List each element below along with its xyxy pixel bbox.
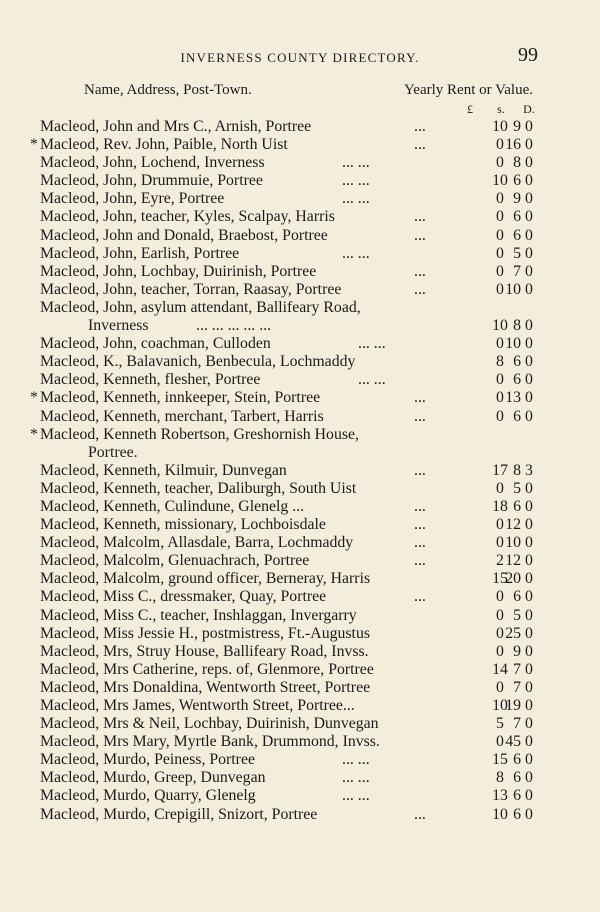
- entry-name: Macleod, John, Earlish, Portree: [40, 244, 240, 262]
- directory-entry: [0, 208, 600, 226]
- running-header: [0, 44, 600, 70]
- entry-shillings: 10: [492, 118, 508, 135]
- entry-pence: 0: [525, 226, 533, 244]
- directory-entry: [0, 552, 600, 570]
- entry-shillings: 10: [492, 805, 508, 823]
- directory-entry: [0, 263, 600, 281]
- entry-star-marker: *: [30, 389, 38, 407]
- directory-entry: [0, 245, 600, 263]
- page-title: INVERNESS COUNTY DIRECTORY.: [180, 50, 420, 65]
- entry-pounds: 25: [505, 624, 521, 642]
- entry-pounds: 12: [505, 552, 521, 570]
- entry-shillings: 0: [496, 389, 504, 407]
- entry-pounds: 9: [513, 190, 521, 208]
- entry-name: Macleod, John and Mrs C., Arnish, Portree: [40, 118, 312, 135]
- entry-shillings: 14: [492, 660, 508, 678]
- entry-dot-leader: ... ...: [342, 787, 370, 805]
- entry-name: Macleod, Miss C., dressmaker, Quay, Portree: [40, 588, 327, 606]
- directory-entry: [0, 299, 600, 317]
- entry-pounds: 6: [513, 353, 521, 371]
- entry-name: Macleod, Malcolm, Allasdale, Barra, Lochmaddy: [40, 534, 354, 552]
- entry-shillings: 13: [492, 787, 508, 805]
- entry-shillings: 0: [496, 534, 504, 552]
- entry-dot-leader: ...: [414, 516, 426, 534]
- entry-pence: 0: [525, 805, 533, 823]
- entry-dot-leader: ... ...: [342, 172, 370, 190]
- entry-shillings: 0: [496, 407, 504, 425]
- entry-pounds: 6: [513, 226, 521, 244]
- directory-entry: [0, 588, 600, 606]
- entry-pence: 0: [525, 190, 533, 208]
- entry-name: Macleod, Mrs Catherine, reps. of, Glenmore, Portree: [40, 660, 374, 678]
- directory-entry: [0, 715, 600, 733]
- entry-pence: 0: [525, 407, 533, 425]
- unit-pounds: £: [467, 102, 473, 116]
- entry-dot-leader: ... ...: [342, 190, 370, 208]
- entry-pence: 0: [525, 280, 533, 298]
- entry-name: Macleod, John, Lochbay, Duirinish, Portree: [40, 262, 317, 280]
- directory-entry: [0, 769, 600, 787]
- entry-pence: 0: [525, 244, 533, 262]
- entry-name: Macleod, Murdo, Greep, Dunvegan: [40, 769, 266, 787]
- directory-entry: [0, 408, 600, 426]
- directory-entry: [0, 444, 600, 462]
- entry-pounds: 5: [513, 479, 521, 497]
- entry-pence: 3: [525, 461, 533, 479]
- entry-pounds: 7: [513, 678, 521, 696]
- entry-pence: 0: [525, 588, 533, 606]
- entry-pence: 0: [525, 751, 533, 769]
- entry-pence: 0: [525, 172, 533, 190]
- entry-pounds: 10: [505, 280, 521, 298]
- entry-dot-leader: ...: [414, 389, 426, 407]
- entry-pence: 0: [525, 642, 533, 660]
- entry-dot-leader: ...: [414, 280, 426, 298]
- entry-shillings: 0: [496, 208, 504, 226]
- entry-shillings: 10: [492, 172, 508, 190]
- entry-shillings: 0: [496, 678, 504, 696]
- entry-pounds: 8: [513, 317, 521, 335]
- entry-pounds: 5: [513, 606, 521, 624]
- directory-entry: [0, 154, 600, 172]
- entry-pounds: 10: [505, 335, 521, 353]
- entry-shillings: 0: [496, 226, 504, 244]
- entry-name: Macleod, Mrs Donaldina, Wentworth Street, Portree: [40, 678, 371, 696]
- entry-shillings: 0: [496, 371, 504, 389]
- entry-pounds: 7: [513, 262, 521, 280]
- entry-pence: 0: [525, 534, 533, 552]
- entry-dot-leader: ...: [414, 118, 426, 135]
- entry-dot-leader: ... ...: [342, 769, 370, 787]
- directory-entry: [0, 462, 600, 480]
- entry-shillings: 0: [496, 606, 504, 624]
- entry-pence: 0: [525, 497, 533, 515]
- directory-entry: [0, 806, 600, 824]
- entry-dot-leader: ...: [414, 407, 426, 425]
- entry-name: Portree.: [88, 443, 138, 461]
- entry-shillings: 17: [492, 461, 508, 479]
- entry-pounds: 19: [505, 697, 521, 714]
- directory-entry: [0, 281, 600, 299]
- directory-entry: [0, 227, 600, 245]
- entry-pounds: 9: [513, 118, 521, 135]
- directory-entry: [0, 570, 600, 588]
- entry-dot-leader: ...: [414, 552, 426, 570]
- entry-pounds: 20: [505, 570, 521, 588]
- entry-dot-leader: ...: [414, 805, 426, 823]
- directory-entry: [0, 353, 600, 371]
- entry-pounds: 8: [513, 461, 521, 479]
- entry-pence: 0: [525, 353, 533, 371]
- entry-name: Macleod, John, Drummuie, Portree: [40, 172, 263, 190]
- entry-name: Macleod, John, Lochend, Inverness: [40, 154, 265, 172]
- entry-pence: 0: [525, 787, 533, 805]
- entry-shillings: 0: [496, 624, 504, 642]
- directory-entry: [0, 679, 600, 697]
- directory-entry: [0, 426, 600, 444]
- entry-shillings: 2: [496, 552, 504, 570]
- entry-name: Macleod, Miss Jessie H., postmistress, Ft.-Augustus: [40, 624, 370, 642]
- entry-pounds: 7: [513, 660, 521, 678]
- entry-dot-leader: ... ...: [342, 154, 370, 172]
- entry-shillings: 0: [496, 136, 504, 154]
- directory-entry: [0, 625, 600, 643]
- directory-entry: [0, 389, 600, 407]
- entry-dot-leader: ... ...: [342, 751, 370, 769]
- entry-shillings: 15: [492, 751, 508, 769]
- entry-pounds: 16: [505, 136, 521, 154]
- directory-entry: [0, 136, 600, 154]
- unit-shillings: s.: [497, 102, 505, 116]
- entry-pounds: 9: [513, 642, 521, 660]
- entry-pounds: 5: [513, 244, 521, 262]
- entry-name: Macleod, Kenneth, teacher, Daliburgh, South Uist: [40, 479, 357, 497]
- entry-name: Macleod, K., Balavanich, Benbecula, Lochmaddy: [40, 353, 356, 371]
- entry-pence: 0: [525, 136, 533, 154]
- directory-entry: [0, 498, 600, 516]
- entry-pounds: 6: [513, 371, 521, 389]
- entry-name: Macleod, Murdo, Crepigill, Snizort, Portree: [40, 805, 318, 823]
- entry-shillings: 0: [496, 190, 504, 208]
- entry-dot-leader: ...: [414, 208, 426, 226]
- entry-pounds: 7: [513, 715, 521, 733]
- entry-shillings: 0: [496, 244, 504, 262]
- directory-entry: [0, 516, 600, 534]
- entry-pounds: 45: [505, 733, 521, 751]
- directory-entry: [0, 751, 600, 769]
- entry-pounds: 6: [513, 172, 521, 190]
- entry-shillings: 8: [496, 353, 504, 371]
- directory-entry: [0, 371, 600, 389]
- entry-pounds: 8: [513, 154, 521, 172]
- directory-entries: [0, 118, 600, 824]
- entry-pounds: 6: [513, 208, 521, 226]
- entry-shillings: 18: [492, 497, 508, 515]
- entry-dot-leader: ...: [414, 226, 426, 244]
- entry-name: Macleod, John, teacher, Kyles, Scalpay, Harris: [40, 208, 335, 226]
- entry-dot-leader: ...: [414, 497, 426, 515]
- entry-shillings: 0: [496, 479, 504, 497]
- entry-pounds: 6: [513, 787, 521, 805]
- entry-pounds: 6: [513, 588, 521, 606]
- entry-name: Macleod, Kenneth, flesher, Portree: [40, 371, 261, 389]
- entry-pounds: 10: [505, 534, 521, 552]
- entry-name: Macleod, Mrs & Neil, Lochbay, Duirinish, Dunvegan: [40, 715, 379, 733]
- directory-entry: [0, 534, 600, 552]
- entry-pence: 0: [525, 606, 533, 624]
- entry-pence: 0: [525, 479, 533, 497]
- entry-pence: 0: [525, 733, 533, 751]
- directory-entry: [0, 787, 600, 805]
- unit-pence: D.: [523, 102, 535, 116]
- entry-shillings: 0: [496, 588, 504, 606]
- entry-dot-leader: ... ...: [358, 335, 386, 353]
- entry-pence: 0: [525, 660, 533, 678]
- entry-shillings: 0: [496, 262, 504, 280]
- entry-name: Macleod, Rev. John, Paible, North Uist: [40, 136, 288, 154]
- directory-entry: [0, 172, 600, 190]
- entry-dot-leader: ... ...: [358, 371, 386, 389]
- entry-name: Macleod, Mrs Mary, Myrtle Bank, Drummond, Invss.: [40, 733, 380, 751]
- entry-name: Macleod, John, teacher, Torran, Raasay, Portree: [40, 280, 342, 298]
- directory-entry: [0, 697, 600, 715]
- entry-pence: 0: [525, 516, 533, 534]
- entry-dot-leader: ...: [414, 461, 426, 479]
- entry-dot-leader: ... ...: [342, 244, 370, 262]
- entry-pence: 0: [525, 262, 533, 280]
- entry-name: Macleod, Kenneth, Kilmuir, Dunvegan: [40, 461, 287, 479]
- entry-name: Macleod, Malcolm, ground officer, Berneray, Harris: [40, 570, 371, 588]
- entry-name: Macleod, Kenneth, innkeeper, Stein, Portree: [40, 389, 321, 407]
- entry-pounds: 6: [513, 805, 521, 823]
- entry-name: Macleod, John and Donald, Braebost, Portree: [40, 226, 328, 244]
- entry-pence: 0: [525, 570, 533, 588]
- entry-pence: 0: [525, 552, 533, 570]
- entry-name: Macleod, Murdo, Peiness, Portree: [40, 751, 255, 769]
- entry-name: Macleod, John, Eyre, Portree: [40, 190, 225, 208]
- entry-pounds: 13: [505, 389, 521, 407]
- entry-pence: 0: [525, 317, 533, 335]
- unit-headings: [0, 102, 600, 118]
- entry-pence: 0: [525, 715, 533, 733]
- page-number: 99: [518, 44, 538, 66]
- entry-pence: 0: [525, 208, 533, 226]
- entry-pence: 0: [525, 118, 533, 135]
- entry-name: Macleod, Mrs, Struy House, Ballifeary Road, Invss.: [40, 642, 369, 660]
- entry-name: Macleod, Kenneth, missionary, Lochboisdale: [40, 516, 326, 534]
- entry-pence: 0: [525, 335, 533, 353]
- entry-star-marker: *: [30, 425, 38, 443]
- entry-pence: 0: [525, 154, 533, 172]
- entry-pounds: 6: [513, 751, 521, 769]
- directory-entry: [0, 118, 600, 136]
- entry-pence: 0: [525, 371, 533, 389]
- directory-entry: [0, 661, 600, 679]
- column-headings: [0, 82, 600, 104]
- entry-dot-leader: ...: [414, 262, 426, 280]
- entry-name: Macleod, Malcolm, Glenuachrach, Portree: [40, 552, 310, 570]
- entry-name: Macleod, Murdo, Quarry, Glenelg: [40, 787, 256, 805]
- entry-shillings: 0: [496, 335, 504, 353]
- entry-name: Macleod, Kenneth, Culindune, Glenelg ...: [40, 497, 305, 515]
- entry-pence: 0: [525, 697, 533, 714]
- entry-shillings: 5: [496, 715, 504, 733]
- directory-entry: [0, 480, 600, 498]
- directory-entry: [0, 607, 600, 625]
- directory-entry: [0, 733, 600, 751]
- entry-name: Macleod, Kenneth, merchant, Tarbert, Harris: [40, 407, 324, 425]
- entry-shillings: 10: [492, 697, 508, 714]
- entry-name: Macleod, John, asylum attendant, Ballifeary Road,: [40, 298, 361, 316]
- entry-name: Macleod, John, coachman, Culloden: [40, 335, 271, 353]
- entry-dot-leader: ... ... ... ... ...: [196, 317, 272, 335]
- entry-pounds: 12: [505, 516, 521, 534]
- column-heading-name: Name, Address, Post-Town.: [84, 82, 252, 98]
- entry-pence: 0: [525, 389, 533, 407]
- entry-name: Macleod, Kenneth Robertson, Greshornish House,: [40, 425, 359, 443]
- entry-pounds: 6: [513, 407, 521, 425]
- entry-shillings: 8: [496, 769, 504, 787]
- entry-star-marker: *: [30, 136, 38, 154]
- column-heading-rent: Yearly Rent or Value.: [403, 82, 533, 98]
- entry-dot-leader: ...: [414, 534, 426, 552]
- entry-shillings: 10: [492, 317, 508, 335]
- entry-pence: 0: [525, 624, 533, 642]
- directory-entry: [0, 190, 600, 208]
- directory-entry: [0, 643, 600, 661]
- entry-pence: 0: [525, 769, 533, 787]
- entry-shillings: 0: [496, 154, 504, 172]
- entry-shillings: 15: [492, 570, 508, 588]
- entry-name: Macleod, Miss C., teacher, Inshlaggan, Invergarry: [40, 606, 357, 624]
- entry-shillings: 0: [496, 733, 504, 751]
- entry-pounds: 6: [513, 769, 521, 787]
- entry-pence: 0: [525, 678, 533, 696]
- entry-shillings: 0: [496, 516, 504, 534]
- entry-dot-leader: ...: [414, 136, 426, 154]
- directory-entry: [0, 335, 600, 353]
- entry-name: Inverness: [88, 317, 149, 335]
- entry-shillings: 0: [496, 642, 504, 660]
- entry-pounds: 6: [513, 497, 521, 515]
- entry-shillings: 0: [496, 280, 504, 298]
- directory-entry: [0, 317, 600, 335]
- entry-name: Macleod, Mrs James, Wentworth Street, Portree...: [40, 697, 355, 714]
- entry-dot-leader: ...: [414, 588, 426, 606]
